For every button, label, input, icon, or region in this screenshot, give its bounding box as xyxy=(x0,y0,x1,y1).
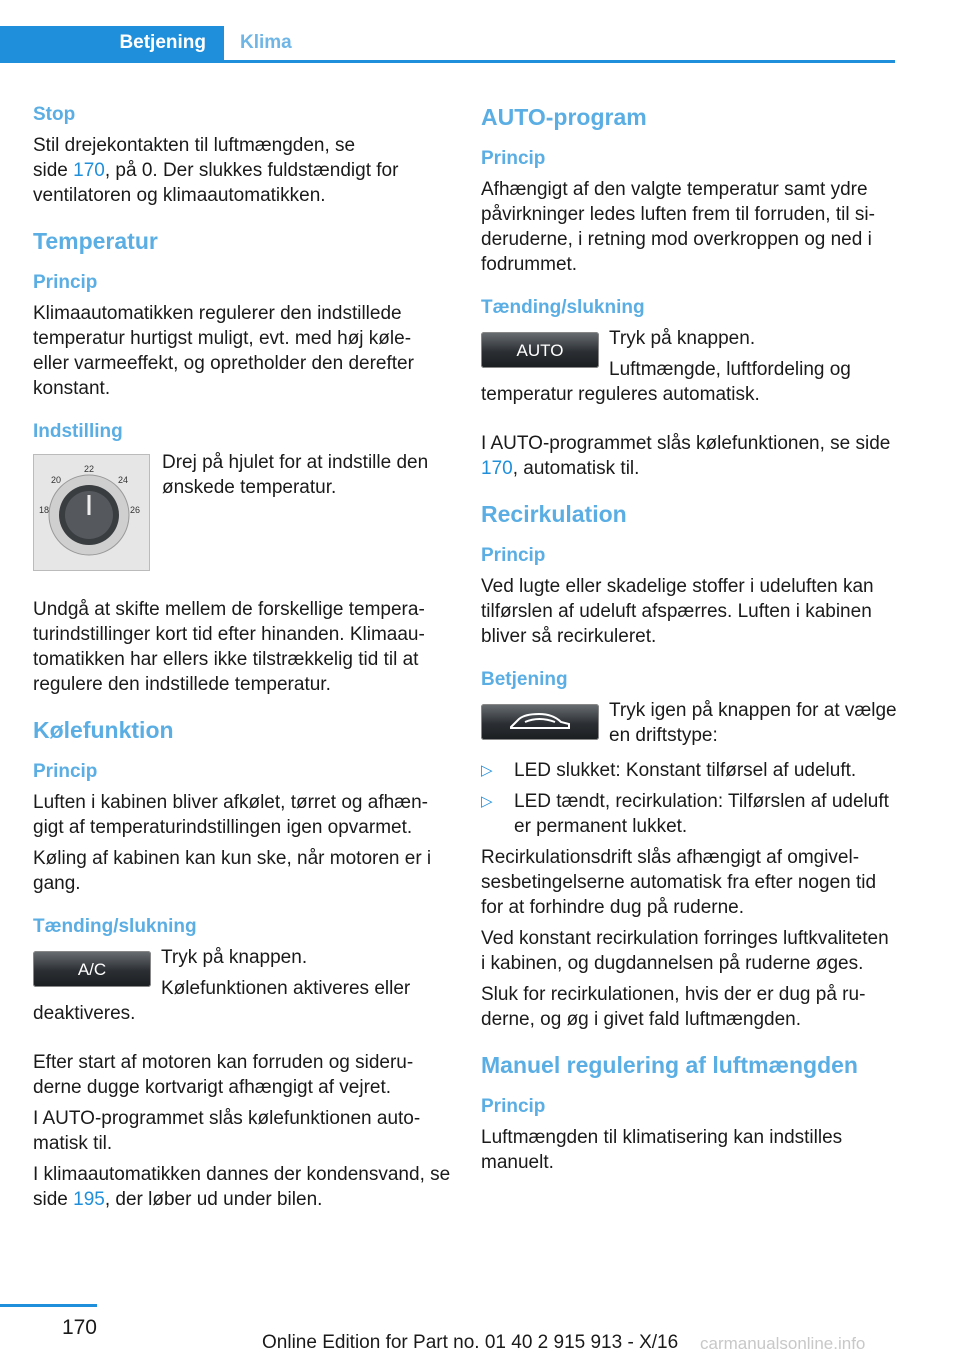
efter-text: Efter start af motoren kan forruden og sideruderne dugge kortvarigt afhængigt af vejret. xyxy=(33,1052,414,1098)
kolefunktion-heading: Kølefunktion xyxy=(33,717,174,743)
knob-label-18: 18 xyxy=(38,505,50,515)
auto-kole-info: I AUTO-programmet slås kølefunktionen, se side 170, automatisk til. xyxy=(481,433,891,479)
indstilling-text: Drej på hjulet for at indstille den ønskede temperatur. xyxy=(162,452,429,498)
knob-label-20: 20 xyxy=(50,475,62,485)
manuel-princip: Princip xyxy=(481,1096,546,1117)
auto-taending-heading: Tænding/slukning xyxy=(481,297,645,318)
left-column xyxy=(33,102,451,1218)
undga-text: Undgå at skifte mellem de forskellige temperaturindstillinger kort tid efter hinanden. Klimaautomatikken har ellers ikke tilstrækkelig tid til at regulere den indstillede temperatur. xyxy=(33,599,425,695)
kolefunktion-princip: Princip xyxy=(33,761,98,782)
knob-label-26: 26 xyxy=(129,505,141,515)
betjening-heading: Betjening xyxy=(481,669,568,690)
betjening-list xyxy=(481,758,897,839)
betjening-tryk-text: Tryk igen på knappen for at vælge en driftstype: xyxy=(609,700,897,746)
kole-tryk-text: Tryk på knappen. xyxy=(161,947,308,968)
kole-akt-text: Kølefunktionen aktiveres eller deaktiveres. xyxy=(33,978,411,1024)
stop-heading: Stop xyxy=(33,104,76,125)
recirkulation-text: Ved lugte eller skadelige stoffer i udeluften kan tilførslen af udeluft afspærres. Luften i kabinen bliver så recirkuleret. xyxy=(481,576,874,647)
auto-tryk-text: Tryk på knappen. xyxy=(609,328,756,349)
page-link-170-right[interactable]: 170 xyxy=(481,458,513,479)
recirkulation-heading: Recirkulation xyxy=(481,501,627,527)
recirc-sluk-text: Sluk for recirkulationen, hvis der er dug på ruderne, og øg i givet fald luftmængden. xyxy=(481,984,866,1030)
stop-text: Stil drejekontakten til luftmængden, se side 170, på 0. Der slukkes fuldstændigt for ventilatoren og klimaautomatikken. xyxy=(33,135,399,206)
manuel-text: Luftmængden til klimatisering kan indstilles manuelt. xyxy=(481,1127,843,1173)
triangle-bullet-icon: ▷ xyxy=(481,793,493,810)
auto-kole-text: I AUTO-programmet slås kølefunktionen automatisk til. xyxy=(33,1108,421,1154)
edition-text: Online Edition for Part no. 01 40 2 915 913 - X/16 xyxy=(262,1332,679,1353)
auto-luft-text: Luftmængde, luftfordeling og temperatur reguleres automatisk. xyxy=(481,359,851,405)
page-number: 170 xyxy=(61,1316,97,1339)
ac-button-icon: A/C xyxy=(33,951,151,987)
recirc-drift-text: Recirkulationsdrift slås afhængigt af omgivelsesbetingelserne automatisk fra efter nogen tid for at forhindre dug på ruderne. xyxy=(481,847,877,918)
list-item: ▷ LED slukket: Konstant tilførsel af udeluft. xyxy=(481,760,857,781)
recirkulation-princip: Princip xyxy=(481,545,546,566)
indstilling-heading: Indstilling xyxy=(33,421,123,442)
temperature-knob-icon xyxy=(34,455,149,570)
page-link-170[interactable]: 170 xyxy=(73,160,105,181)
car-recirc-icon xyxy=(505,710,575,734)
knob-label-24: 24 xyxy=(117,475,129,485)
auto-princip: Princip xyxy=(481,148,546,169)
recirc-konst-text: Ved konstant recirkulation forringes luftkvaliteten i kabinen, og dugdannelsen på ruderne øges. xyxy=(481,928,889,974)
recirculation-button-icon xyxy=(481,704,599,740)
page-link-195[interactable]: 195 xyxy=(73,1189,105,1210)
temperatur-text: Klimaautomatikken regulerer den indstillede temperatur hurtigst muligt, evt. med høj køle- eller varmeeffekt, og opretholder den derefter konstant. xyxy=(33,303,414,399)
manuel-heading: Manuel regulering af luftmængden xyxy=(481,1052,858,1078)
tab-klima[interactable]: Klima xyxy=(240,32,292,53)
kolefunktion-text2: Køling af kabinen kan kun ske, når motoren er i gang. xyxy=(33,848,432,894)
kolefunktion-text1: Luften i kabinen bliver afkølet, tørret og afhængigt af temperaturindstillingen igen opvarmet. xyxy=(33,792,428,838)
header-tabbar xyxy=(0,26,895,63)
temperatur-princip: Princip xyxy=(33,272,98,293)
watermark: carmanualsonline.info xyxy=(700,1334,866,1353)
auto-button-icon: AUTO xyxy=(481,332,599,368)
kondens-text: I klimaautomatikken dannes der kondensvand, se side 195, der løber ud under bilen. xyxy=(33,1164,451,1210)
temperature-knob-image xyxy=(33,454,150,571)
auto-text: Afhængigt af den valgte temperatur samt ydre påvirkninger ledes luften frem til forruden, til sideruderne, i retning mod overkroppen og ned i fodrummet. xyxy=(481,179,875,275)
auto-program-heading: AUTO-program xyxy=(481,104,647,130)
kole-taending-heading: Tænding/slukning xyxy=(33,916,197,937)
tab-betjening[interactable]: Betjening xyxy=(0,26,224,60)
temperatur-heading: Temperatur xyxy=(33,228,158,254)
triangle-bullet-icon: ▷ xyxy=(481,762,493,779)
right-column xyxy=(481,102,897,1181)
knob-label-22: 22 xyxy=(83,464,95,474)
footer-divider xyxy=(0,1304,97,1307)
list-item: ▷ LED tændt, recirkulation: Tilførslen af udeluft er permanent lukket. xyxy=(481,791,889,837)
